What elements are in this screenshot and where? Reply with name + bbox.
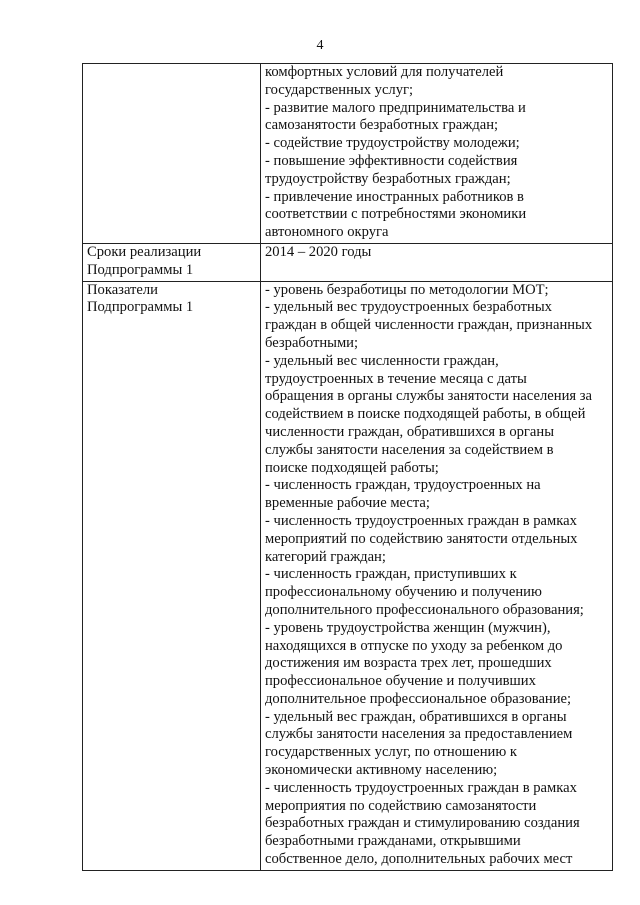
row-value-line: численности граждан, обратившихся в органы	[265, 423, 555, 440]
row-label-line: Показатели	[87, 281, 158, 298]
row-value-line: - уровень трудоустройства женщин (мужчин),	[265, 619, 551, 636]
row-value-line: профессиональное обучение и получивших	[265, 673, 536, 690]
row-value-cell	[261, 64, 613, 244]
row-value-line: комфортных условий для получателей	[265, 64, 504, 80]
row-value-line: экономически активному населению;	[265, 762, 498, 779]
row-value-line: - развитие малого предпринимательства и	[265, 99, 526, 116]
row-value-line: мероприятия по содействию самозанятости	[265, 797, 537, 814]
row-label-cell	[83, 243, 261, 281]
row-value-line: - численность трудоустроенных граждан в рамках	[265, 779, 577, 796]
row-value-line: - численность трудоустроенных граждан в рамках	[265, 512, 577, 529]
row-value-line: государственных услуг, по отношению к	[265, 744, 517, 761]
row-value-cell	[261, 281, 613, 870]
row-value-line: безработных граждан и стимулированию создания	[265, 815, 580, 832]
table-body	[83, 64, 613, 871]
row-value-line: - численность граждан, трудоустроенных на	[265, 477, 541, 494]
table-row	[83, 243, 613, 281]
row-value-line: - привлечение иностранных работников в	[265, 188, 524, 205]
row-value-line: безработными гражданами, открывшими	[265, 833, 521, 850]
row-value-line: дополнительного профессионального образования;	[265, 601, 584, 618]
program-passport-table	[82, 63, 613, 871]
row-value-line: собственное дело, дополнительных рабочих мест	[265, 851, 573, 868]
row-value-line: временные рабочие места;	[265, 495, 430, 512]
row-value-line: самозанятости безработных граждан;	[265, 117, 499, 134]
row-label-cell	[83, 64, 261, 244]
row-value-line: автономного округа	[265, 224, 389, 241]
page-number: 4	[316, 38, 324, 53]
row-value-line: - численность граждан, приступивших к	[265, 566, 517, 583]
row-value-line: 2014 – 2020 годы	[265, 243, 372, 260]
row-value-line: службы занятости населения за предоставлением	[265, 726, 573, 743]
table-row	[83, 281, 613, 870]
row-value-line: - уровень безработицы по методологии МОТ;	[265, 281, 549, 298]
row-value-line: содействием в поиске подходящей работы, в общей	[265, 406, 586, 423]
row-value-line: безработными;	[265, 334, 359, 351]
row-value-cell	[261, 243, 613, 281]
row-value-line: находящихся в отпуске по уходу за ребенком до	[265, 637, 563, 654]
row-value-line: - удельный вес трудоустроенных безработных	[265, 299, 552, 316]
row-value-line: соответствии с потребностями экономики	[265, 206, 527, 223]
row-value-line: службы занятости населения за содействием в	[265, 441, 554, 458]
row-label-cell	[83, 281, 261, 870]
row-value-line: государственных услуг;	[265, 81, 414, 98]
row-value-line: - повышение эффективности содействия	[265, 152, 518, 169]
row-value-line: мероприятий по содействию занятости отдельных	[265, 530, 578, 547]
row-label-line: Сроки реализации	[87, 243, 202, 260]
row-value-line: - содействие трудоустройству молодежи;	[265, 135, 520, 152]
row-value-line: граждан в общей численности граждан, признанных	[265, 317, 593, 334]
row-value-line: категорий граждан;	[265, 548, 386, 565]
row-value-line: достижения им возраста трех лет, прошедших	[265, 655, 552, 672]
row-value-line: - удельный вес граждан, обратившихся в органы	[265, 708, 567, 725]
row-value-line: трудоустройству безработных граждан;	[265, 170, 511, 187]
row-label-line: Подпрограммы 1	[87, 261, 194, 278]
row-value-line: обращения в органы службы занятости населения за	[265, 388, 593, 405]
row-value-line: дополнительное профессиональное образование;	[265, 690, 572, 707]
table-row	[83, 64, 613, 244]
row-value-line: - удельный вес численности граждан,	[265, 352, 499, 369]
row-label-line: Подпрограммы 1	[87, 299, 194, 316]
row-value-line: поиске подходящей работы;	[265, 459, 439, 476]
row-value-line: трудоустроенных в течение месяца с даты	[265, 370, 527, 387]
row-value-line: профессиональному обучению и получению	[265, 584, 542, 601]
